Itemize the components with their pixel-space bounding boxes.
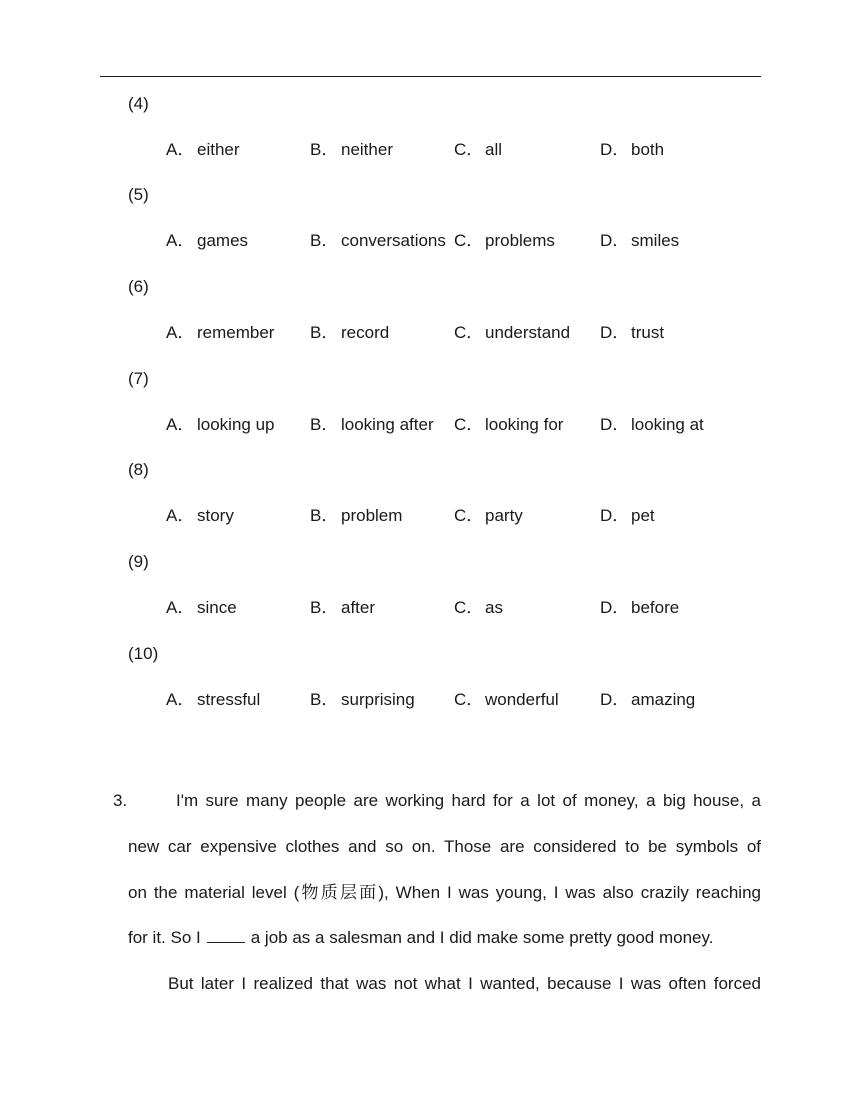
option-c: C． all (454, 140, 503, 159)
passage-line (128, 915, 761, 961)
option-b: B． neither (310, 140, 393, 159)
question-number: (7) (128, 369, 149, 388)
question-number: (5) (128, 185, 149, 204)
option-c: C． understand (454, 323, 571, 342)
option-c: C． wonderful (454, 690, 559, 709)
option-d: D． before (600, 598, 680, 617)
option-d: D． both (600, 140, 665, 159)
passage-number: 3. (113, 791, 128, 810)
option-a: A． since (166, 598, 237, 617)
option-d: D． amazing (600, 690, 696, 709)
option-a: A． remember (166, 323, 275, 342)
option-c: C． problems (454, 231, 555, 250)
question-number: (8) (128, 460, 149, 479)
header-rule (100, 76, 761, 77)
passage-line: on the material level (物质层面), When I was young, I was also crazily reaching (128, 882, 761, 902)
answer-blank (207, 928, 245, 943)
option-a: A． games (166, 231, 249, 250)
question-number: (6) (128, 277, 149, 296)
question-number: (9) (128, 552, 149, 571)
passage-line: new car expensive clothes and so on. Those are considered to be symbols of (128, 836, 761, 856)
question-number: (10) (128, 644, 159, 663)
option-a: A． either (166, 140, 240, 159)
option-b: B． problem (310, 506, 403, 525)
option-d: D． looking at (600, 415, 704, 434)
passage-line: But later I realized that was not what I wanted, because I was often forced (168, 974, 761, 994)
option-a: A． looking up (166, 415, 275, 434)
option-c: C． looking for (454, 415, 564, 434)
passage-text (128, 778, 761, 1007)
option-a: A． story (166, 506, 234, 525)
question-number: (4) (128, 94, 149, 113)
option-c: C． party (454, 506, 523, 525)
option-b: B． after (310, 598, 376, 617)
passage-line: I'm sure many people are working hard for a lot of money, a big house, a (176, 791, 761, 810)
passage-line-end: a job as a salesman and I did make some pretty good money. (250, 928, 714, 948)
option-a: A． stressful (166, 690, 261, 709)
option-d: D． pet (600, 506, 655, 525)
option-b: B． record (310, 323, 390, 342)
option-d: D． smiles (600, 231, 680, 250)
option-b: B． conversations (310, 231, 446, 250)
option-b: B． surprising (310, 690, 415, 709)
option-c: C． as (454, 598, 503, 617)
option-d: D． trust (600, 323, 665, 342)
option-b: B． looking after (310, 415, 434, 434)
passage-line-start: for it. So I (128, 928, 201, 948)
